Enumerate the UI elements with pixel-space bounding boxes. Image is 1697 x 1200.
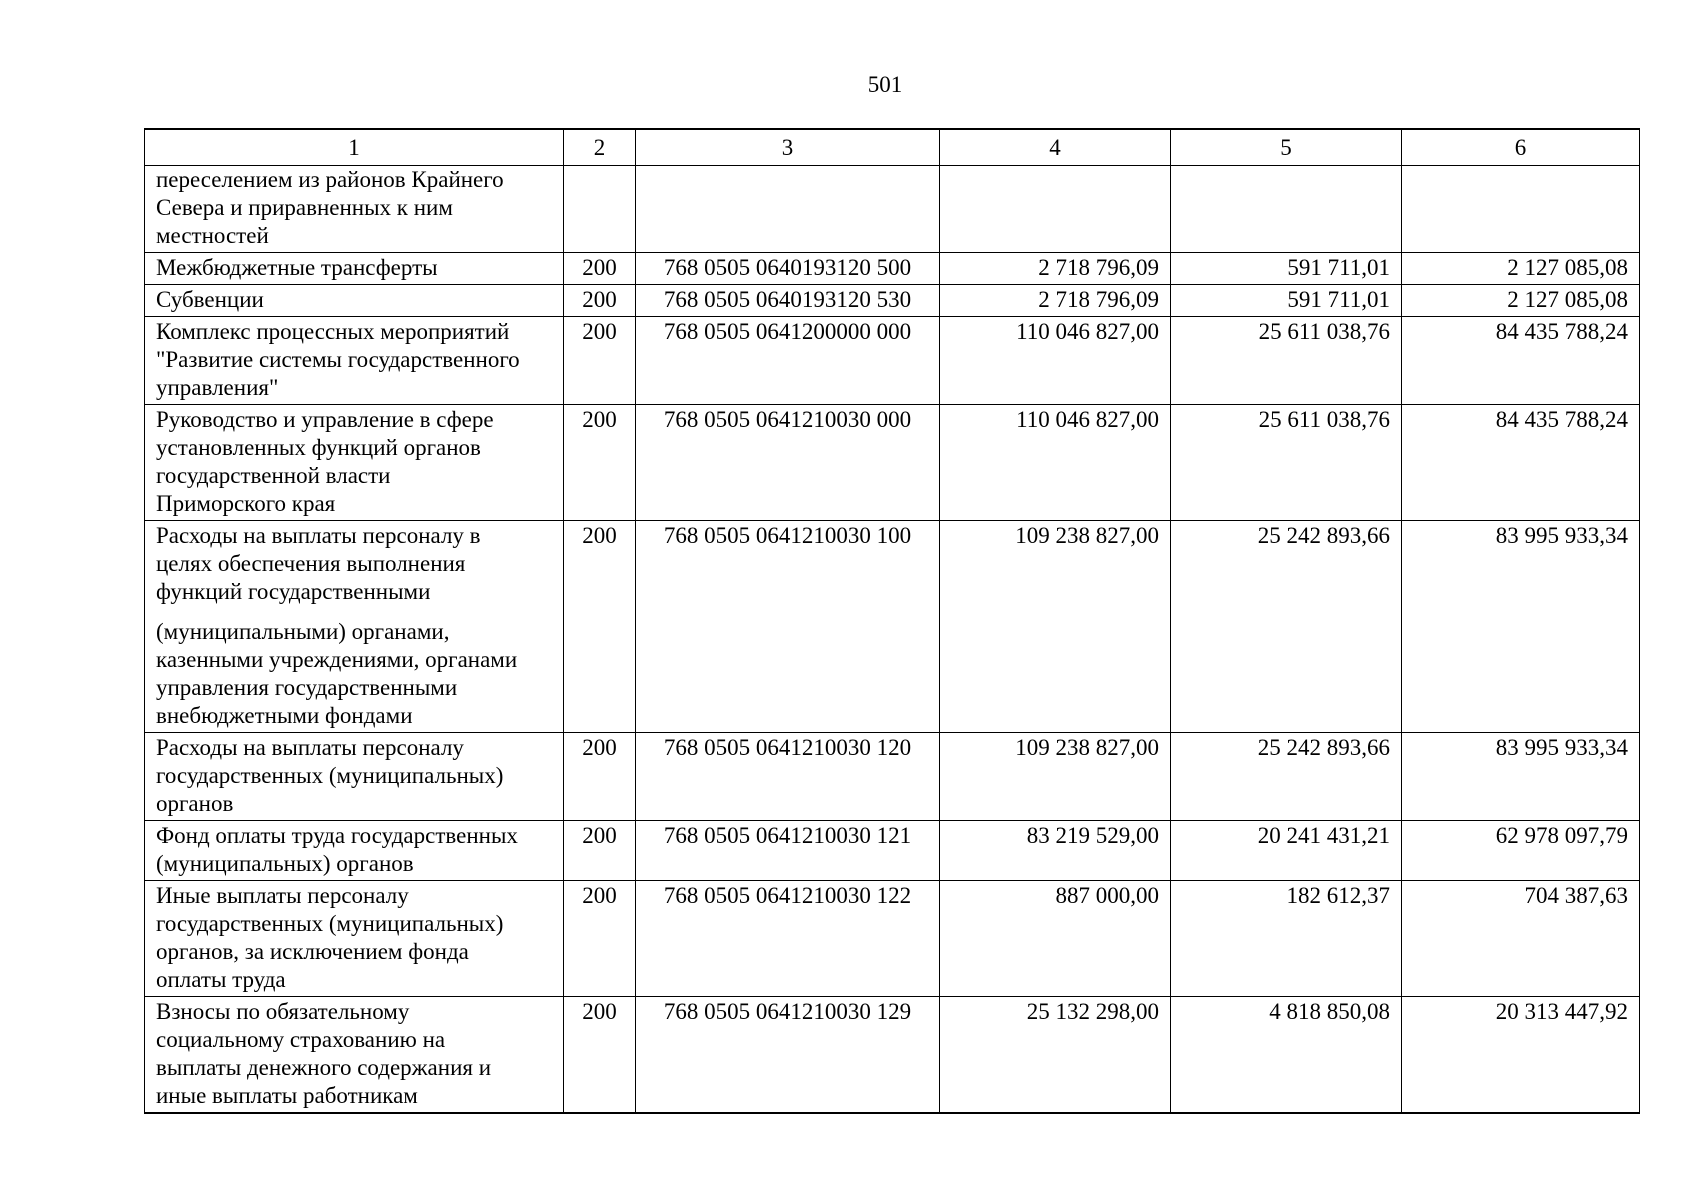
executed-cell: 20 241 431,21	[1171, 821, 1402, 881]
name-line: Взносы по обязательному	[156, 999, 410, 1024]
executed-cell: 591 711,01	[1171, 285, 1402, 317]
name-line: переселением из районов Крайнего	[156, 167, 504, 192]
planned-cell: 109 238 827,00	[940, 733, 1171, 821]
planned-cell: 2 718 796,09	[940, 253, 1171, 285]
executed-cell: 182 612,37	[1171, 881, 1402, 997]
remaining-cell: 62 978 097,79	[1402, 821, 1640, 881]
remaining-cell: 2 127 085,08	[1402, 285, 1640, 317]
name-line: Расходы на выплаты персоналу в	[156, 523, 481, 548]
name-line: функций государственными	[156, 579, 431, 604]
name-line: (муниципальных) органов	[156, 851, 414, 876]
planned-cell: 110 046 827,00	[940, 317, 1171, 405]
budget-code-cell: 768 0505 0641210030 122	[636, 881, 940, 997]
column-header: 1	[145, 129, 564, 166]
budget-code-cell	[636, 166, 940, 253]
planned-cell: 109 238 827,00	[940, 521, 1171, 733]
name-line: Иные выплаты персоналу	[156, 883, 409, 908]
table-header-row	[145, 129, 1640, 166]
admin-code-cell	[564, 166, 636, 253]
remaining-cell: 84 435 788,24	[1402, 317, 1640, 405]
name-line: "Развитие системы государственного	[156, 347, 520, 372]
planned-cell: 2 718 796,09	[940, 285, 1171, 317]
admin-code-cell: 200	[564, 405, 636, 521]
planned-cell: 25 132 298,00	[940, 997, 1171, 1114]
budget-code-cell: 768 0505 0640193120 500	[636, 253, 940, 285]
admin-code-cell: 200	[564, 317, 636, 405]
budget-code-cell: 768 0505 0640193120 530	[636, 285, 940, 317]
planned-cell: 887 000,00	[940, 881, 1171, 997]
name-line: органов	[156, 791, 234, 816]
row-name-cell	[145, 166, 564, 253]
name-line: местностей	[156, 223, 269, 248]
name-line: Фонд оплаты труда государственных	[156, 823, 518, 848]
name-line: выплаты денежного содержания и	[156, 1055, 492, 1080]
budget-code-cell: 768 0505 0641210030 000	[636, 405, 940, 521]
admin-code-cell: 200	[564, 253, 636, 285]
name-line: Расходы на выплаты персоналу	[156, 735, 464, 760]
row-name-cell	[145, 317, 564, 405]
name-line: государственной власти	[156, 463, 391, 488]
table-row	[145, 881, 1640, 997]
column-header: 5	[1171, 129, 1402, 166]
row-name-cell	[145, 881, 564, 997]
name-line: установленных функций органов	[156, 435, 481, 460]
table-row	[145, 166, 1640, 253]
table-row	[145, 253, 1640, 285]
name-line: Приморского края	[156, 491, 336, 516]
executed-cell: 4 818 850,08	[1171, 997, 1402, 1114]
admin-code-cell: 200	[564, 997, 636, 1114]
executed-cell: 25 242 893,66	[1171, 733, 1402, 821]
name-line: управления"	[156, 375, 279, 400]
admin-code-cell: 200	[564, 521, 636, 733]
column-header: 4	[940, 129, 1171, 166]
admin-code-cell: 200	[564, 733, 636, 821]
executed-cell: 25 611 038,76	[1171, 405, 1402, 521]
table-row	[145, 997, 1640, 1114]
name-line: оплаты труда	[156, 967, 286, 992]
name-line: казенными учреждениями, органами	[156, 647, 518, 672]
name-line: управления государственными	[156, 675, 458, 700]
table-row	[145, 733, 1640, 821]
paragraph-gap	[156, 606, 552, 618]
row-name-cell	[145, 733, 564, 821]
table-row	[145, 821, 1640, 881]
name-line: Субвенции	[156, 287, 264, 312]
name-line: (муниципальными) органами,	[156, 619, 450, 644]
row-name-cell	[145, 821, 564, 881]
column-header: 3	[636, 129, 940, 166]
name-line: иные выплаты работникам	[156, 1083, 418, 1108]
row-name-cell	[145, 405, 564, 521]
name-line: Комплекс процессных мероприятий	[156, 319, 510, 344]
name-line: государственных (муниципальных)	[156, 763, 504, 788]
name-line: социальному страхованию на	[156, 1027, 446, 1052]
name-line: государственных (муниципальных)	[156, 911, 504, 936]
budget-code-cell: 768 0505 0641200000 000	[636, 317, 940, 405]
table-row	[145, 405, 1640, 521]
budget-code-cell: 768 0505 0641210030 121	[636, 821, 940, 881]
name-line: Руководство и управление в сфере	[156, 407, 494, 432]
column-header: 6	[1402, 129, 1640, 166]
admin-code-cell: 200	[564, 881, 636, 997]
table-row	[145, 317, 1640, 405]
executed-cell: 25 242 893,66	[1171, 521, 1402, 733]
executed-cell	[1171, 166, 1402, 253]
name-line: Межбюджетные трансферты	[156, 255, 438, 280]
row-name-cell	[145, 285, 564, 317]
planned-cell	[940, 166, 1171, 253]
remaining-cell	[1402, 166, 1640, 253]
remaining-cell: 84 435 788,24	[1402, 405, 1640, 521]
planned-cell: 110 046 827,00	[940, 405, 1171, 521]
name-line: Севера и приравненных к ним	[156, 195, 453, 220]
remaining-cell: 704 387,63	[1402, 881, 1640, 997]
budget-code-cell: 768 0505 0641210030 129	[636, 997, 940, 1114]
name-line: целях обеспечения выполнения	[156, 551, 466, 576]
budget-code-cell: 768 0505 0641210030 100	[636, 521, 940, 733]
table-row	[145, 521, 1640, 733]
executed-cell: 591 711,01	[1171, 253, 1402, 285]
budget-table	[144, 128, 1640, 1114]
name-line: органов, за исключением фонда	[156, 939, 469, 964]
remaining-cell: 83 995 933,34	[1402, 521, 1640, 733]
admin-code-cell: 200	[564, 821, 636, 881]
admin-code-cell: 200	[564, 285, 636, 317]
row-name-cell	[145, 997, 564, 1114]
row-name-cell	[145, 521, 564, 733]
planned-cell: 83 219 529,00	[940, 821, 1171, 881]
remaining-cell: 2 127 085,08	[1402, 253, 1640, 285]
column-header: 2	[564, 129, 636, 166]
executed-cell: 25 611 038,76	[1171, 317, 1402, 405]
remaining-cell: 83 995 933,34	[1402, 733, 1640, 821]
name-line: внебюджетными фондами	[156, 703, 413, 728]
budget-code-cell: 768 0505 0641210030 120	[636, 733, 940, 821]
page-number: 501	[867, 72, 903, 97]
table-row	[145, 285, 1640, 317]
remaining-cell: 20 313 447,92	[1402, 997, 1640, 1114]
row-name-cell	[145, 253, 564, 285]
